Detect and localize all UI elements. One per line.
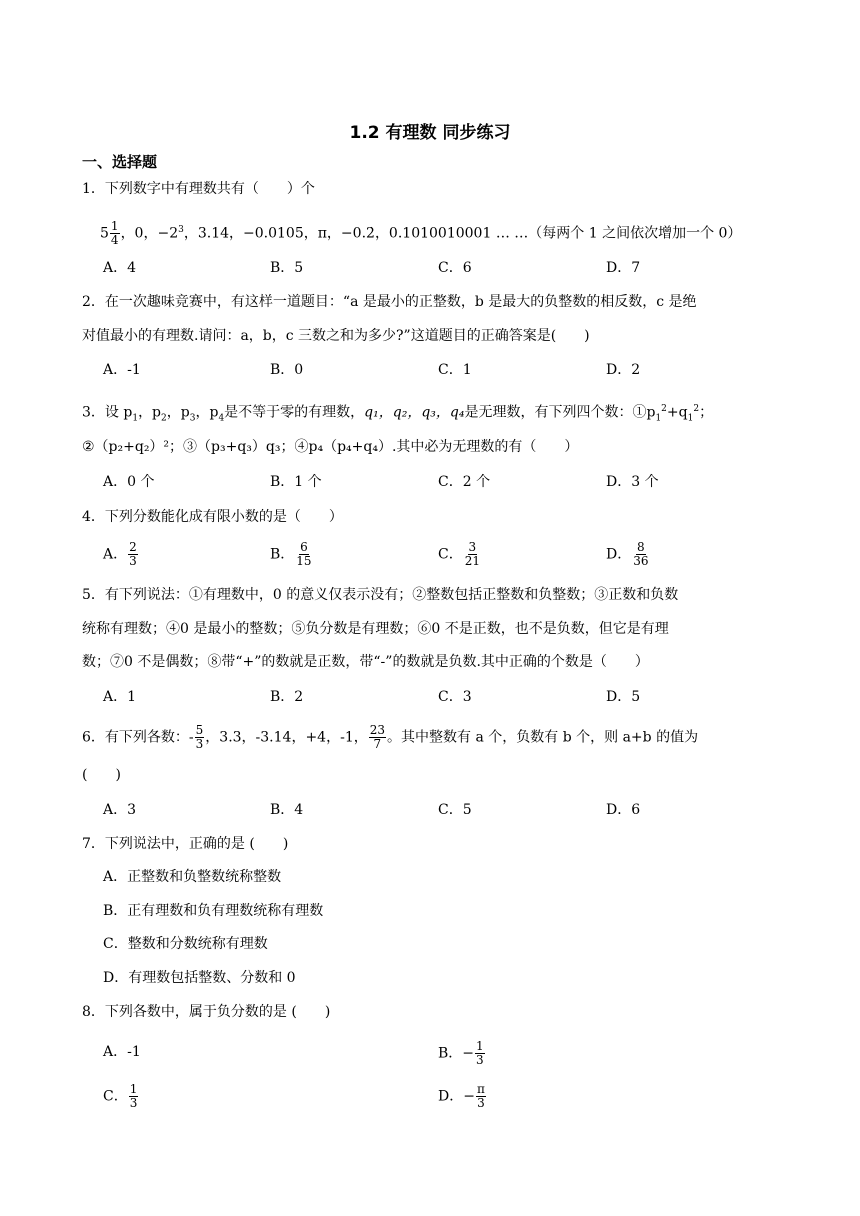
q4-option-d[interactable]: D． $\frac{8}{36}$ <box>606 540 649 568</box>
q4-option-b[interactable]: B． $\frac{6}{15}$ <box>270 540 312 568</box>
q6-option-c[interactable]: C．5 <box>438 802 472 818</box>
q1-mixed-whole: 5 <box>100 225 109 242</box>
q3-option-b[interactable]: B．1 个 <box>270 474 322 490</box>
q8-option-b[interactable]: B．− $\frac{1}{3}$ <box>438 1039 484 1067</box>
q7-option-d[interactable]: D．有理数包括整数、分数和 0 <box>103 970 296 986</box>
q4-option-a[interactable]: A． $\frac{2}{3}$ <box>103 540 137 568</box>
q3-option-c[interactable]: C．2 个 <box>438 474 491 490</box>
q4-fraction-b: $\frac{6}{15}$ <box>296 540 312 568</box>
q6-fraction-2: $\frac{23}{7}$ <box>369 723 386 751</box>
q6-line2: ( ) <box>82 767 121 783</box>
q8-option-a[interactable]: A．-1 <box>103 1044 141 1060</box>
q8-stem: 8．下列各数中，属于负分数的是 ( ) <box>82 1004 331 1020</box>
q2-option-a[interactable]: A．-1 <box>103 362 141 378</box>
q5-line2: 统称有理数；④0 是最小的整数；⑤负分数是有理数；⑥0 不是正数，也不是负数，但它是有理 <box>82 621 669 637</box>
q5-option-d[interactable]: D．5 <box>606 689 641 705</box>
q1-option-a[interactable]: A．4 <box>103 260 137 276</box>
q2-line2: 对值最小的有理数.请问：a，b，c 三数之和为多少?”这道题目的正确答案是( ) <box>82 328 590 344</box>
q2-option-d[interactable]: D．2 <box>606 362 641 378</box>
q3-option-d[interactable]: D．3 个 <box>606 474 659 490</box>
q7-option-c[interactable]: C．整数和分数统称有理数 <box>103 936 268 952</box>
q7-option-a[interactable]: A．正整数和负整数统称整数 <box>103 869 282 885</box>
q7-option-b[interactable]: B．正有理数和负有理数统称有理数 <box>103 903 324 919</box>
q4-fraction-c: $\frac{3}{21}$ <box>464 540 480 568</box>
q8-option-d[interactable]: D．− $\frac{\pi}{3}$ <box>438 1082 485 1110</box>
q5-option-a[interactable]: A．1 <box>103 689 137 705</box>
q1-numbers: 5 $\frac{1}{4}$ ，0，$-2^3$，3.14，−0.0105，π，−0.2，0.1010010001 … …（每两个 1 之间依次增加一个 0） <box>100 219 742 248</box>
q5-line1: 5．有下列说法：①有理数中，0 的意义仅表示没有；②整数包括正整数和负整数；③正数和负数 <box>82 587 679 603</box>
q6-option-b[interactable]: B．4 <box>270 802 304 818</box>
q1-stem: 1．下列数字中有理数共有（ ）个 <box>82 181 315 197</box>
q8-fraction-c: $\frac{1}{3}$ <box>129 1082 138 1110</box>
q4-fraction-d: $\frac{8}{36}$ <box>633 540 649 568</box>
q3-option-a[interactable]: A．0 个 <box>103 474 155 490</box>
q6-fraction-1: $\frac{5}{3}$ <box>195 723 204 751</box>
q5-line3: 数；⑦0 不是偶数；⑧带“+”的数就是正数，带“-”的数就是负数.其中正确的个数是（ ） <box>82 654 649 670</box>
q1-option-c[interactable]: C．6 <box>438 260 472 276</box>
q2-option-b[interactable]: B．0 <box>270 362 304 378</box>
q6-line1: 6．有下列各数：- $\frac{5}{3}$ ，3.3，-3.14，+4，-1， $\frac{23}{7}$ 。其中整数有 a 个，负数有 b 个，则 a+b 的值为 <box>82 723 699 751</box>
q8-fraction-b: $\frac{1}{3}$ <box>476 1039 484 1067</box>
q7-stem: 7．下列说法中，正确的是 ( ) <box>82 836 289 852</box>
q8-option-c[interactable]: C． $\frac{1}{3}$ <box>103 1082 138 1110</box>
q4-stem: 4．下列分数能化成有限小数的是（ ） <box>82 509 343 525</box>
q5-option-c[interactable]: C．3 <box>438 689 472 705</box>
page-title: 1.2 有理数 同步练习 <box>349 123 511 143</box>
q3-line2: ②（p₂+q₂）²；③（p₃+q₃）q₃；④p₄（p₄+q₄）.其中必为无理数的有（ ） <box>82 439 579 455</box>
q3-line1: 3．设 $p_1$，$p_2$，$p_3$，$p_4$是不等于零的有理数，q₁，q₂，q₃，q₄是无理数，有下列四个数：$①p_1^2+q_1^2$； <box>82 404 714 424</box>
section-heading: 一、选择题 <box>82 153 158 171</box>
q5-option-b[interactable]: B．2 <box>270 689 304 705</box>
q8-fraction-d: $\frac{\pi}{3}$ <box>476 1082 485 1110</box>
q1-option-b[interactable]: B．5 <box>270 260 304 276</box>
q4-fraction-a: $\frac{2}{3}$ <box>129 540 137 568</box>
q1-option-d[interactable]: D．7 <box>606 260 641 276</box>
q4-option-c[interactable]: C． $\frac{3}{21}$ <box>438 540 480 568</box>
q1-fraction: $\frac{1}{4}$ <box>110 219 119 248</box>
q2-line1: 2．在一次趣味竞赛中，有这样一道题目：“a 是最小的正整数，b 是最大的负整数的相反数，c 是绝 <box>82 294 697 310</box>
q6-option-d[interactable]: D．6 <box>606 802 641 818</box>
q2-option-c[interactable]: C．1 <box>438 362 472 378</box>
q6-option-a[interactable]: A．3 <box>103 802 137 818</box>
